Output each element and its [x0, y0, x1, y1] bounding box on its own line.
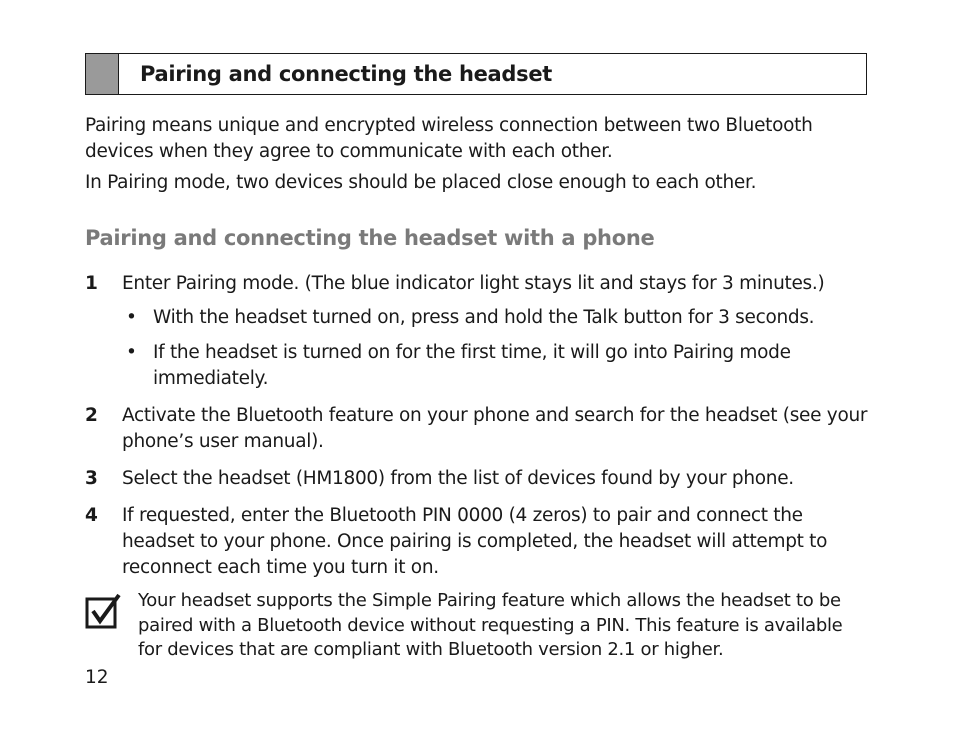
section-header: [85, 53, 867, 95]
intro-paragraph-1: Pairing means unique and encrypted wireless connection between two Bluetooth devices when they agree to communicate with each other.: [85, 115, 813, 162]
intro-paragraph-2: In Pairing mode, two devices should be placed close enough to each other.: [85, 172, 757, 193]
step-text: Activate the Bluetooth feature on your phone and search for the headset (see your phone’s user manual).: [122, 405, 868, 452]
step-text: If requested, enter the Bluetooth PIN 0000 (4 zeros) to pair and connect the headset to your phone. Once pairing is completed, the headset will attempt to reconnect each time you turn it on.: [122, 505, 828, 578]
bullet-dot: •: [126, 307, 137, 328]
bullet-text: If the headset is turned on for the first time, it will go into Pairing mode immediately.: [153, 342, 791, 389]
step-number: 1: [85, 273, 98, 294]
bullet-dot: •: [126, 342, 137, 363]
step-number: 2: [85, 405, 98, 426]
section-title: Pairing and connecting the headset: [140, 62, 553, 86]
checkbox-check-icon: [85, 593, 123, 631]
note-text: Your headset supports the Simple Pairing feature which allows the headset to be paired with a Bluetooth device without requesting a PIN. This feature is available for devices that are compliant with Bluetooth version 2.1 or higher.: [138, 590, 843, 660]
step-text: Enter Pairing mode. (The blue indicator light stays lit and stays for 3 minutes.): [122, 273, 825, 294]
subheading: Pairing and connecting the headset with a phone: [85, 226, 655, 250]
page-number: 12: [85, 667, 109, 688]
bullet-text: With the headset turned on, press and hold the Talk button for 3 seconds.: [153, 307, 815, 328]
step-number: 4: [85, 505, 98, 526]
step-number: 3: [85, 468, 98, 489]
section-marker-block: [86, 54, 119, 94]
step-text: Select the headset (HM1800) from the list of devices found by your phone.: [122, 468, 794, 489]
